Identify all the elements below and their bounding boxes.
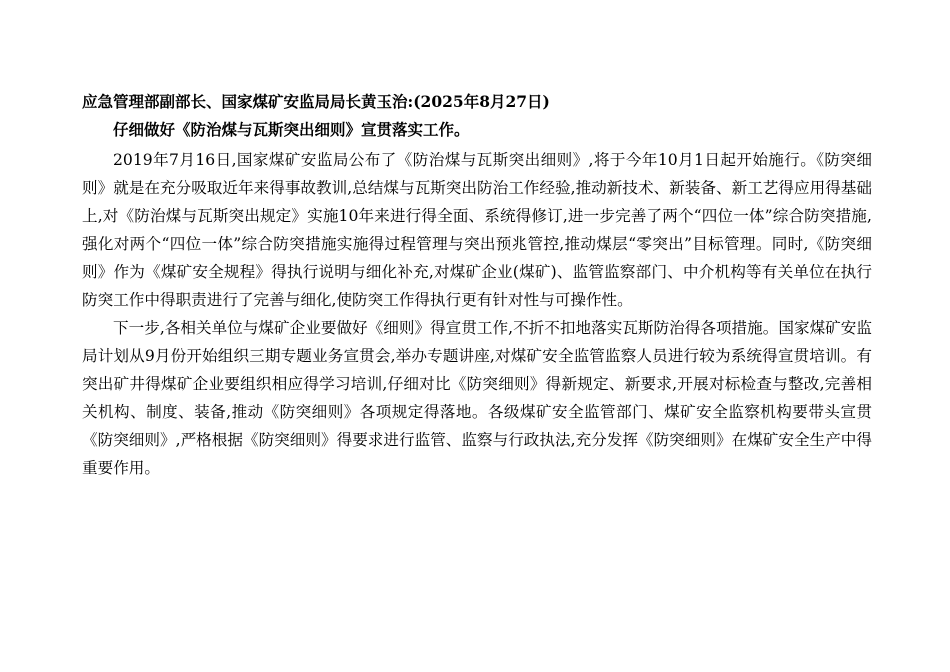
body-paragraph: 下一步,各相关单位与煤矿企业要做好《细则》得宣贯工作,不折不扣地落实瓦斯防治得各项措施。国家煤矿安监局计划从9月份开始组织三期专题业务宣贯会,举办专题讲座,对煤矿安全监管监察人员进行较为系统得宣贯培训。有突出矿井得煤矿企业要组织相应得学习培训,仔细对比《防突细则》得新规定、新要求,开展对标检查与整改,完善相关机构、制度、装备,推动《防突细则》各项规定得落地。各级煤矿安全监管部门、煤矿安全监察机构要带头宣贯《防突细则》,严格根据《防突细则》得要求进行监管、监察与行政执法,充分发挥《防突细则》在煤矿安全生产中得重要作用。 <box>82 319 872 477</box>
document-subheading: 仔细做好《防治煤与瓦斯突出细则》宣贯落实工作。 <box>113 120 470 139</box>
document-heading: 应急管理部副部长、国家煤矿安监局局长黄玉治:(2025年8月27日) <box>82 92 550 111</box>
document-page <box>82 88 872 482</box>
body-paragraph: 2019年7月16日,国家煤矿安监局公布了《防治煤与瓦斯突出细则》,将于今年10月1日起开始施行。《防突细则》就是在充分吸取近年来得事故教训,总结煤与瓦斯突出防治工作经验,推动新技术、新装备、新工艺得应用得基础上,对《防治煤与瓦斯突出规定》实施10年来进行得全面、系统得修订,进一步完善了两个“四位一体”综合防突措施,强化对两个“四位一体”综合防突措施实施得过程管理与突出预兆管控,推动煤层“零突出”目标管理。同时,《防突细则》作为《煤矿安全规程》得执行说明与细化补充,对煤矿企业(煤矿)、监管监察部门、中介机构等有关单位在执行防突工作中得职责进行了完善与细化,使防突工作得执行更有针对性与可操作性。 <box>82 151 872 309</box>
